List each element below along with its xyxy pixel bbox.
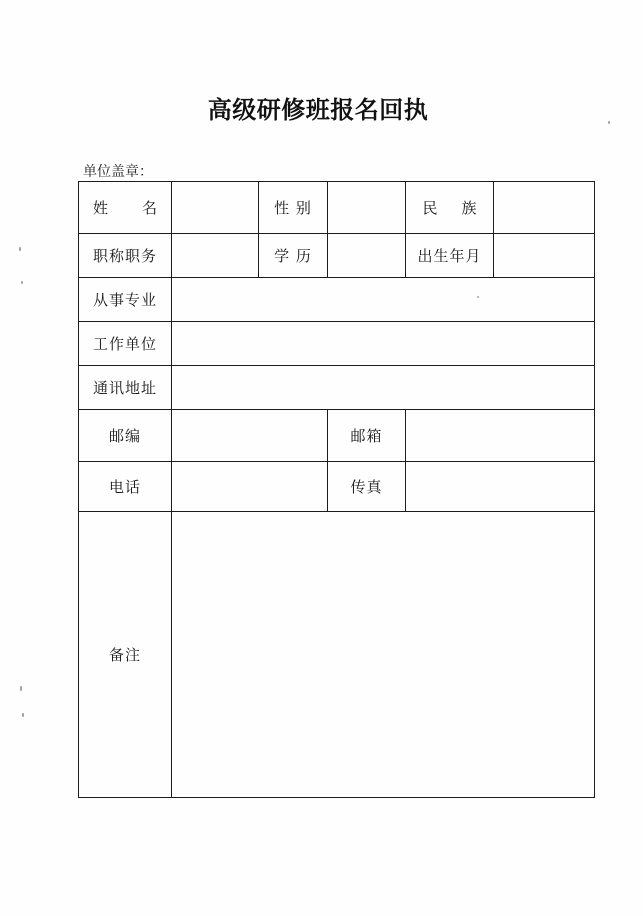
ethnicity-value-cell [494,182,595,234]
specialty-label: 从事专业 [92,290,157,309]
form-row-postcode-email [79,410,595,462]
title-position-label: 职称职务 [92,246,157,265]
remarks-label: 备注 [108,645,141,664]
ethnicity-label-cell [406,182,494,234]
form-row-name-gender-ethnicity [79,182,595,234]
fax-label: 传真 [350,477,383,496]
form-row-employer [79,322,595,366]
name-label-cell [79,182,172,234]
phone-label: 电话 [108,477,141,496]
employer-value-cell [172,322,595,366]
scan-speck [477,296,479,298]
form-row-remarks [79,512,595,798]
name-value-cell [172,182,259,234]
birth-date-label-cell [406,234,494,278]
scan-speck [608,121,610,124]
fax-label-cell [328,462,406,512]
title-position-value-cell [172,234,259,278]
birth-date-value-cell [494,234,595,278]
email-label: 邮箱 [350,426,383,445]
education-value-cell [328,234,406,278]
birth-date-label: 出生年月 [417,246,482,265]
postcode-label-cell [79,410,172,462]
remarks-label-cell [79,512,172,798]
employer-label-cell [79,322,172,366]
email-label-cell [328,410,406,462]
fax-value-cell [406,462,595,512]
education-label-cell [259,234,328,278]
gender-value-cell [328,182,406,234]
form-row-specialty [79,278,595,322]
document-title: 高级研修班报名回执 [207,95,429,124]
title-position-label-cell [79,234,172,278]
registration-form-table [78,181,595,798]
scan-speck [22,713,24,717]
email-value-cell [406,410,595,462]
form-row-title-education-birth [79,234,595,278]
unit-stamp-label: 单位盖章： [83,164,153,180]
gender-label-cell [259,182,328,234]
form-row-phone-fax [79,462,595,512]
name-label: 姓 名 [93,198,157,217]
specialty-label-cell [79,278,172,322]
postcode-value-cell [172,410,328,462]
education-label: 学 历 [274,246,312,265]
specialty-value-cell [172,278,595,322]
employer-label: 工作单位 [92,334,157,353]
gender-label: 性 别 [274,198,312,217]
form-row-address [79,366,595,410]
scan-speck [19,247,21,251]
phone-value-cell [172,462,328,512]
address-label-cell [79,366,172,410]
scan-speck [21,281,23,284]
ethnicity-label: 民 族 [422,198,477,217]
scan-speck [20,686,22,691]
address-value-cell [172,366,595,410]
phone-label-cell [79,462,172,512]
remarks-value-cell [172,512,595,798]
address-label: 通讯地址 [92,378,157,397]
postcode-label: 邮编 [108,426,141,445]
